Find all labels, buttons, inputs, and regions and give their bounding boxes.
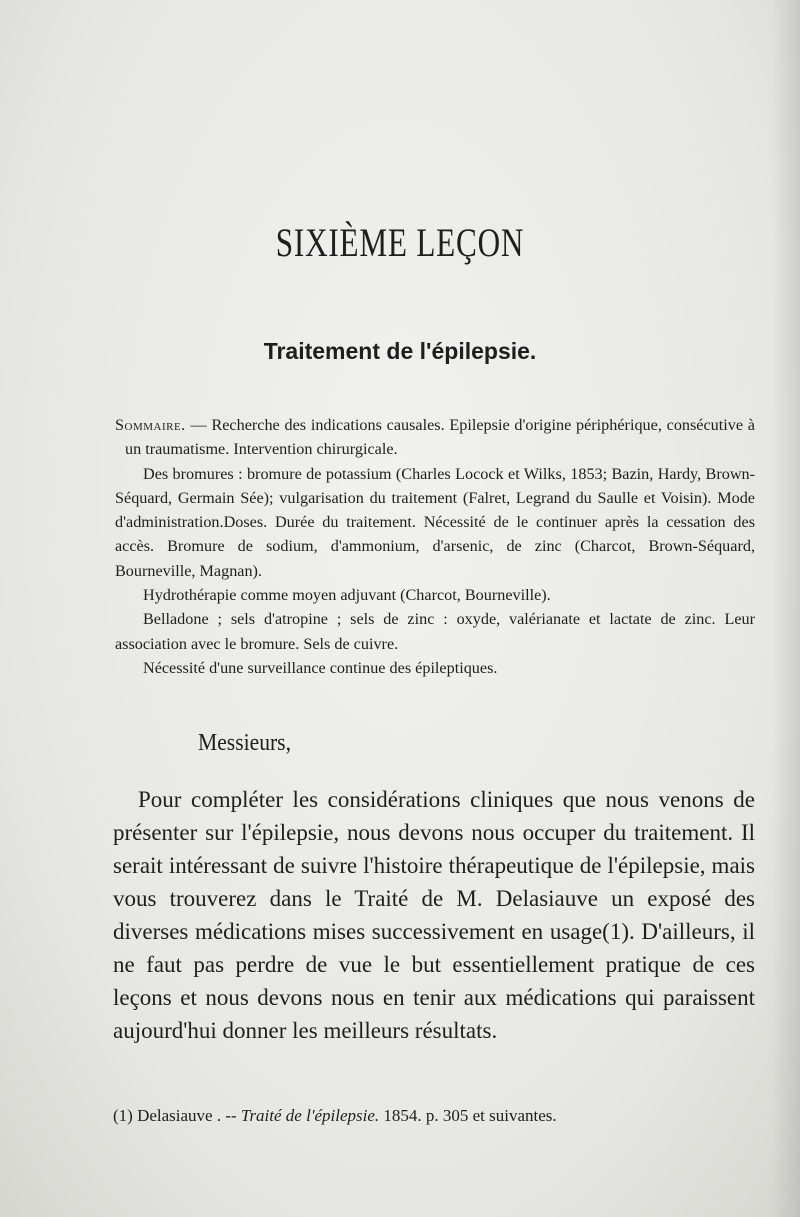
summary-label: Sommaire. [115,416,186,434]
summary-paragraph-5: Nécessité d'une surveillance continue des épileptiques. [143,658,498,677]
summary-paragraph-4: Belladone ; sels d'atropine ; sels de zinc : oxyde, valérianate et lactate de zinc. Leur association avec le bromure. Sels de cuivre. [115,610,755,653]
body-paragraph: Pour compléter les considérations cliniques que nous venons de présenter sur l'épilepsie, nous devons nous occuper du traitement. Il serait intéressant de suivre l'histoire thérapeutique de l'épilepsie, mais vous trouverez dans le Traité de M. Delasiauve un exposé des diverses médications mises successivement en usage(1). D'ailleurs, il ne faut pas perdre de vue le but essentiellement pratique de ces leçons et nous devons nous en tenir aux médications qui paraissent aujourd'hui donner les meilleurs résultats. [113,787,755,1043]
salutation: Messieurs, [198,730,291,756]
footnote-rest: 1854. p. 305 et suivantes. [379,1106,557,1125]
chapter-title: SIXIÈME LEÇON [275,219,525,265]
summary-block [115,413,755,680]
page-edge-shadow [770,0,800,1217]
footnote [113,1106,557,1126]
summary-paragraph-2: Des bromures : bromure de potassium (Charles Locock et Wilks, 1853; Bazin, Hardy, Brown-Séquard, Germain Sée); vulgarisation du traitement (Falret, Legrand du Saulle et Voisin). Mode d'administration.Doses. Durée du traitement. Nécessité de le continuer après la cessation des accès. Bromure de sodium, d'ammonium, d'arsenic, de zinc (Charcot, Brown-Séquard, Bourneville, Magnan). [115,464,755,580]
chapter-subtitle: Traitement de l'épilepsie. [263,338,537,364]
footnote-title: Traité de l'épilepsie. [240,1106,380,1125]
summary-paragraph-3: Hydrothérapie comme moyen adjuvant (Charcot, Bourneville). [143,586,551,605]
summary-text-1: — Recherche des indications causales. Epilepsie d'origine périphérique, consécutive à un traumatisme. Intervention chirurgicale. [125,416,755,459]
summary-paragraph-1 [115,413,755,462]
footnote-marker: (1) Delasiauve . -- [113,1106,241,1125]
body-text [113,783,755,1047]
